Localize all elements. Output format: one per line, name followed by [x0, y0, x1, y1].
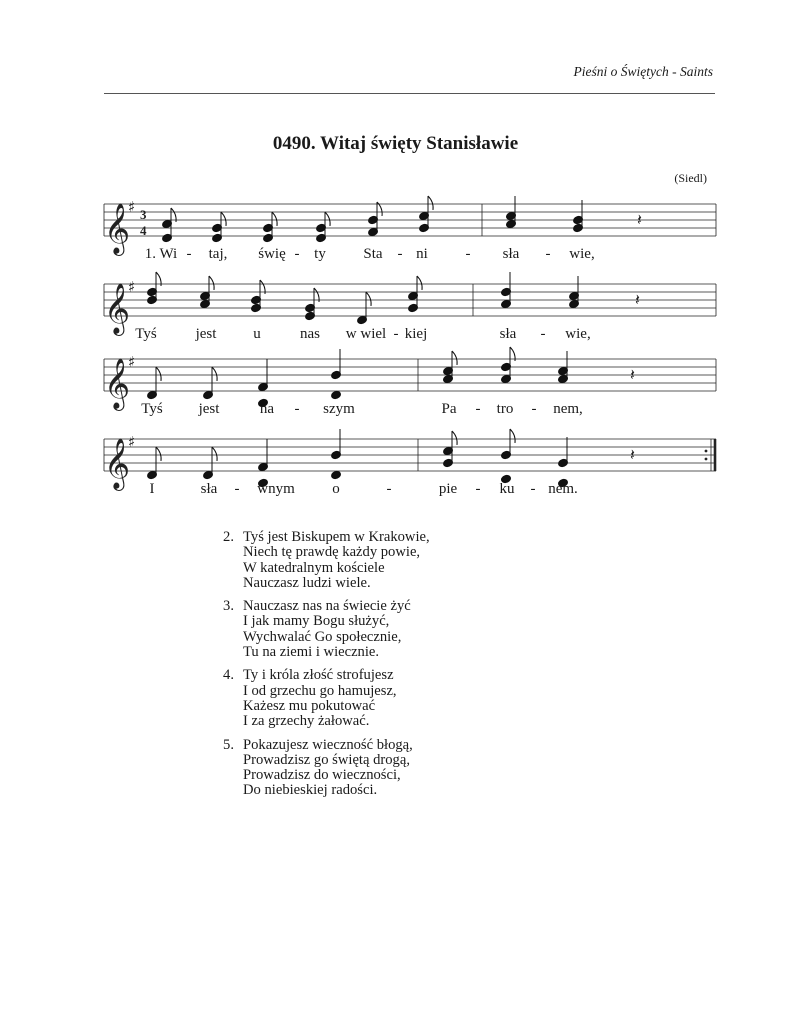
lyric-syllable: na [259, 401, 275, 417]
lyric-hyphen: - [397, 246, 403, 262]
lyric-hyphen: - [186, 246, 192, 262]
lyric-syllable: sła [499, 326, 517, 342]
verse-line: Pokazujesz wieczność błogą, [243, 736, 413, 753]
lyric-syllable: ku [499, 481, 515, 497]
staff-system-4 [104, 439, 716, 471]
sharp-key-signature-icon: ♯ [128, 353, 136, 371]
lyric-hyphen: - [294, 401, 300, 417]
lyric-syllable: kiej [404, 326, 428, 342]
quarter-rest-icon: 𝄽 [637, 210, 642, 229]
lyric-syllable: jest [195, 326, 217, 342]
verse-line: Każesz mu pokutować [243, 697, 376, 714]
staff-system-1 [104, 204, 716, 236]
lyric-hyphen: - [530, 481, 536, 497]
lyric-syllable: szym [323, 401, 355, 417]
notes-system-3 [147, 347, 569, 408]
lyric-syllable: 1. Wi [144, 246, 178, 262]
repeat-dot-lower [705, 458, 708, 461]
lyric-hyphen: - [475, 481, 481, 497]
song-title: 0490. Witaj święty Stanisławie [272, 133, 519, 154]
lyric-syllable: wie, [565, 326, 591, 342]
lyric-syllable: wie, [569, 246, 595, 262]
lyric-syllable: ni [416, 246, 428, 262]
time-sig-bottom: 4 [140, 223, 147, 238]
verse-line: Nauczasz ludzi wiele. [243, 574, 371, 591]
lyric-syllable: jest [198, 401, 220, 417]
verse-3 [216, 599, 430, 660]
lyric-syllable: Pa [441, 401, 457, 417]
verse-line: Wychwalać Go społecznie, [243, 628, 402, 645]
lyric-syllable: wnym [257, 481, 295, 497]
verse-number: 2. [223, 529, 234, 545]
verse-line: I za grzechy żałować. [243, 713, 370, 730]
lyric-syllable: taj, [208, 246, 228, 262]
lyric-syllable: Tyś [135, 326, 157, 342]
verse-number: 3. [223, 598, 234, 615]
lyric-syllable: nem. [548, 481, 578, 497]
verse-line: Nauczasz nas na świecie żyć [243, 598, 411, 615]
time-sig-top: 3 [140, 207, 147, 222]
verse-line: Prowadzisz go świętą drogą, [243, 751, 410, 768]
lyric-syllable: I [149, 481, 155, 497]
lyric-syllable: ty [314, 246, 326, 262]
verse-number: 4. [223, 667, 234, 684]
quarter-rest-icon: 𝄽 [630, 365, 635, 384]
sharp-key-signature-icon: ♯ [128, 198, 136, 216]
verse-line: Tyś jest Biskupem w Krakowie, [243, 529, 430, 545]
notes-system-4 [147, 429, 569, 488]
lyric-syllable: o [332, 481, 340, 497]
lyric-syllable: tro [496, 401, 514, 417]
verse-line: Niech tę prawdę każdy powie, [243, 544, 421, 561]
lyric-hyphen: - [475, 401, 481, 417]
verse-line: Do niebieskiej radości. [243, 782, 378, 799]
verse-line: Tu na ziemi i wiecznie. [243, 644, 380, 661]
treble-clef-icon: 𝄞 [104, 438, 131, 489]
verse-number: 5. [223, 736, 234, 753]
lyric-hyphen: - [294, 246, 300, 262]
quarter-rest-icon: 𝄽 [630, 445, 635, 464]
composer-credit: (Siedl) [674, 171, 707, 185]
treble-clef-icon: 𝄞 [104, 203, 131, 254]
lyric-hyphen: - [393, 326, 399, 342]
verse-line: W katedralnym kościele [243, 559, 385, 576]
repeat-dot-upper [705, 450, 708, 453]
verse-line: Ty i króla złość strofujesz [243, 667, 394, 684]
additional-verses [216, 530, 430, 807]
treble-clef-icon: 𝄞 [104, 283, 131, 334]
verse-2 [216, 530, 430, 591]
verse-4 [216, 668, 430, 729]
notes-system-2 [147, 272, 580, 325]
lyric-syllable: w wiel [345, 326, 387, 342]
lyric-syllable: nas [300, 326, 320, 342]
sharp-key-signature-icon: ♯ [128, 433, 136, 451]
lyric-syllable: pie [438, 481, 458, 497]
lyric-syllable: sła [502, 246, 520, 262]
lyric-syllable: świę [258, 246, 286, 262]
lyric-syllable: Tyś [141, 401, 163, 417]
quarter-rest-icon: 𝄽 [635, 290, 640, 309]
running-header: Pieśni o Świętych - Saints [573, 64, 713, 79]
verse-5 [216, 738, 430, 799]
lyric-hyphen: - [531, 401, 537, 417]
lyric-syllable: sła [200, 481, 218, 497]
sharp-key-signature-icon: ♯ [128, 278, 136, 296]
lyric-hyphen: - [465, 246, 471, 262]
verse-line: I jak mamy Bogu służyć, [243, 613, 390, 630]
lyric-syllable: nem, [553, 401, 583, 417]
lyric-hyphen: - [234, 481, 240, 497]
lyric-syllable: u [253, 326, 261, 342]
lyric-hyphen: - [386, 481, 392, 497]
verse-line: Prowadzisz do wieczności, [243, 767, 401, 784]
verse-line: I od grzechu go hamujesz, [243, 682, 397, 699]
staff-system-3 [104, 359, 716, 391]
lyric-hyphen: - [545, 246, 551, 262]
treble-clef-icon: 𝄞 [104, 358, 131, 409]
lyric-syllable: Sta [363, 246, 383, 262]
lyric-hyphen: - [540, 326, 546, 342]
